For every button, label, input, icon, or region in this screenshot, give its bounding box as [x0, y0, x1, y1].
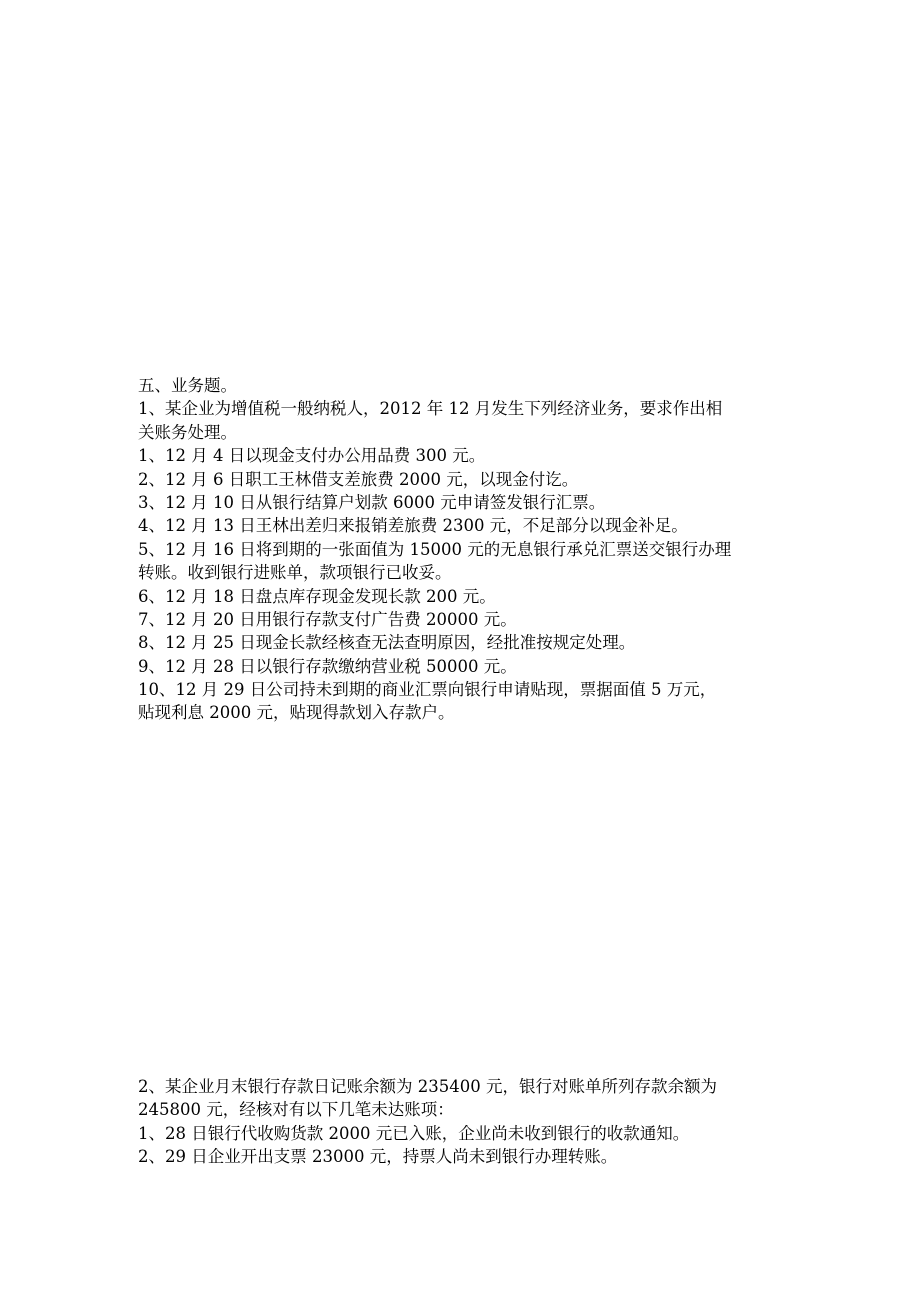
section-heading: 五、业务题。 [138, 376, 237, 395]
problem-2-intro-line-1: 2、某企业月末银行存款日记账余额为 235400 元，银行对账单所列存款余额为 [138, 1077, 717, 1096]
problem-1-item-7: 7、12 月 20 日用银行存款支付广告费 20000 元。 [138, 609, 517, 629]
problem-1-item-4: 4、12 月 13 日王林出差归来报销差旅费 2300 元，不足部分以现金补足。 [138, 516, 688, 536]
problem-1-item-8: 8、12 月 25 日现金长款经核查无法查明原因，经批准按规定处理。 [138, 633, 636, 653]
problem-1-intro-line-1: 1、某企业为增值税一般纳税人，2012 年 12 月发生下列经济业务，要求作出相 [138, 399, 723, 419]
problem-1-item-2: 2、12 月 6 日职工王林借支差旅费 2000 元，以现金付讫。 [138, 469, 579, 489]
problem-1-item-10-cont: 贴现利息 2000 元，贴现得款划入存款户。 [138, 703, 455, 723]
problem-2-item-1: 1、28 日银行代收购货款 2000 元已入账，企业尚未收到银行的收款通知。 [138, 1123, 690, 1143]
problem-1-item-6: 6、12 月 18 日盘点库存现金发现长款 200 元。 [138, 586, 496, 606]
problem-2-block [138, 1075, 783, 1169]
problem-1-item-1: 1、12 月 4 日以现金支付办公用品费 300 元。 [138, 446, 486, 466]
problem-1-item-5-cont: 转账。收到银行进账单，款项银行已收妥。 [138, 563, 452, 583]
problem-1-block [138, 374, 783, 725]
problem-1-item-3: 3、12 月 10 日从银行结算户划款 6000 元申请签发银行汇票。 [138, 492, 606, 512]
problem-1-item-5: 5、12 月 16 日将到期的一张面值为 15000 元的无息银行承兑汇票送交银行办理 [138, 539, 732, 559]
problem-1-item-9: 9、12 月 28 日以银行存款缴纳营业税 50000 元。 [138, 656, 517, 676]
problem-2-item-2: 2、29 日企业开出支票 23000 元，持票人尚未到银行办理转账。 [138, 1147, 618, 1167]
problem-1-item-10: 10、12 月 29 日公司持未到期的商业汇票向银行申请贴现，票据面值 5 万元， [138, 680, 717, 700]
problem-1-intro-line-2: 关账务处理。 [138, 422, 237, 442]
problem-2-intro-line-2: 245800 元，经核对有以下几笔未达账项： [138, 1100, 454, 1120]
